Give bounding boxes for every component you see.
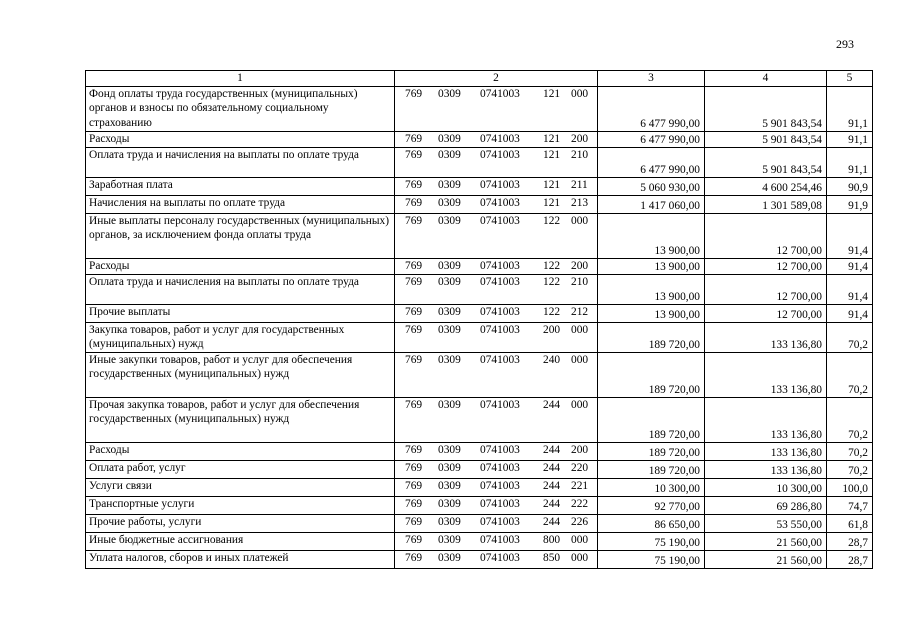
code-part-2: 0309 — [438, 306, 461, 318]
row-codes — [395, 323, 598, 353]
code-part-5: 200 — [571, 444, 589, 456]
actual-value: 12 700,00 — [705, 305, 827, 323]
code-part-1: 769 — [405, 462, 423, 474]
code-part-3: 0741003 — [480, 354, 520, 366]
code-part-3: 0741003 — [480, 399, 520, 411]
planned-value: 6 477 990,00 — [598, 87, 705, 132]
budget-table — [85, 70, 873, 569]
table-row — [86, 398, 873, 443]
actual-value: 133 136,80 — [705, 323, 827, 353]
code-part-2: 0309 — [438, 149, 461, 161]
row-name: Оплата труда и начисления на выплаты по оплате труда — [86, 148, 395, 178]
code-part-5: 212 — [571, 306, 589, 318]
percent-value: 70,2 — [827, 398, 873, 443]
row-name: Оплата труда и начисления на выплаты по оплате труда — [86, 275, 395, 305]
percent-value: 28,7 — [827, 551, 873, 569]
code-part-5: 210 — [571, 276, 589, 288]
actual-value: 12 700,00 — [705, 275, 827, 305]
code-part-2: 0309 — [438, 324, 461, 336]
code-part-4: 121 — [543, 197, 561, 209]
percent-value: 91,1 — [827, 148, 873, 178]
actual-value: 5 901 843,54 — [705, 132, 827, 148]
planned-value: 189 720,00 — [598, 353, 705, 398]
table-row — [86, 353, 873, 398]
actual-value: 1 301 589,08 — [705, 196, 827, 214]
planned-value: 75 190,00 — [598, 551, 705, 569]
row-name: Иные бюджетные ассигнования — [86, 533, 395, 551]
code-part-5: 220 — [571, 462, 589, 474]
row-name: Оплата работ, услуг — [86, 461, 395, 479]
row-codes — [395, 132, 598, 148]
code-part-1: 769 — [405, 399, 423, 411]
code-part-4: 240 — [543, 354, 561, 366]
table-row — [86, 178, 873, 196]
code-part-2: 0309 — [438, 354, 461, 366]
header-col-3: 3 — [598, 71, 705, 87]
percent-value: 91,4 — [827, 259, 873, 275]
percent-value: 91,4 — [827, 275, 873, 305]
code-part-5: 200 — [571, 260, 589, 272]
percent-value: 91,4 — [827, 214, 873, 259]
code-part-5: 000 — [571, 552, 589, 564]
code-part-4: 800 — [543, 534, 561, 546]
percent-value: 91,9 — [827, 196, 873, 214]
percent-value: 28,7 — [827, 533, 873, 551]
table-row — [86, 533, 873, 551]
code-part-1: 769 — [405, 534, 423, 546]
percent-value: 90,9 — [827, 178, 873, 196]
row-name: Закупка товаров, работ и услуг для государственных (муниципальных) нужд — [86, 323, 395, 353]
planned-value: 189 720,00 — [598, 461, 705, 479]
actual-value: 5 901 843,54 — [705, 148, 827, 178]
percent-value: 91,1 — [827, 132, 873, 148]
code-part-3: 0741003 — [480, 480, 520, 492]
code-part-1: 769 — [405, 306, 423, 318]
code-part-1: 769 — [405, 480, 423, 492]
code-part-1: 769 — [405, 498, 423, 510]
code-part-3: 0741003 — [480, 444, 520, 456]
code-part-4: 121 — [543, 179, 561, 191]
planned-value: 189 720,00 — [598, 323, 705, 353]
code-part-5: 213 — [571, 197, 589, 209]
planned-value: 92 770,00 — [598, 497, 705, 515]
planned-value: 10 300,00 — [598, 479, 705, 497]
code-part-3: 0741003 — [480, 534, 520, 546]
code-part-5: 000 — [571, 534, 589, 546]
row-name: Расходы — [86, 259, 395, 275]
code-part-4: 244 — [543, 516, 561, 528]
code-part-3: 0741003 — [480, 306, 520, 318]
code-part-5: 000 — [571, 88, 589, 100]
code-part-1: 769 — [405, 552, 423, 564]
code-part-1: 769 — [405, 324, 423, 336]
header-col-2: 2 — [395, 71, 598, 87]
code-part-4: 244 — [543, 399, 561, 411]
row-codes — [395, 353, 598, 398]
header-col-4: 4 — [705, 71, 827, 87]
code-part-5: 200 — [571, 133, 589, 145]
row-name: Расходы — [86, 443, 395, 461]
row-name: Заработная плата — [86, 178, 395, 196]
percent-value: 100,0 — [827, 479, 873, 497]
actual-value: 21 560,00 — [705, 551, 827, 569]
code-part-4: 200 — [543, 324, 561, 336]
row-codes — [395, 148, 598, 178]
row-name: Иные выплаты персоналу государственных (муниципальных) органов, за исключением фонда оплаты труда — [86, 214, 395, 259]
code-part-5: 000 — [571, 215, 589, 227]
row-name: Прочие выплаты — [86, 305, 395, 323]
code-part-2: 0309 — [438, 133, 461, 145]
code-part-3: 0741003 — [480, 552, 520, 564]
table-row — [86, 515, 873, 533]
planned-value: 189 720,00 — [598, 443, 705, 461]
table-row — [86, 497, 873, 515]
code-part-5: 211 — [571, 179, 588, 191]
percent-value: 70,2 — [827, 353, 873, 398]
code-part-4: 121 — [543, 149, 561, 161]
row-codes — [395, 178, 598, 196]
table-row — [86, 443, 873, 461]
code-part-2: 0309 — [438, 444, 461, 456]
actual-value: 133 136,80 — [705, 461, 827, 479]
percent-value: 91,4 — [827, 305, 873, 323]
code-part-3: 0741003 — [480, 88, 520, 100]
row-name: Начисления на выплаты по оплате труда — [86, 196, 395, 214]
code-part-3: 0741003 — [480, 260, 520, 272]
code-part-4: 850 — [543, 552, 561, 564]
row-name: Уплата налогов, сборов и иных платежей — [86, 551, 395, 569]
code-part-5: 222 — [571, 498, 589, 510]
actual-value: 5 901 843,54 — [705, 87, 827, 132]
code-part-4: 122 — [543, 306, 561, 318]
row-codes — [395, 443, 598, 461]
row-name: Прочие работы, услуги — [86, 515, 395, 533]
planned-value: 13 900,00 — [598, 259, 705, 275]
planned-value: 13 900,00 — [598, 275, 705, 305]
percent-value: 61,8 — [827, 515, 873, 533]
percent-value: 91,1 — [827, 87, 873, 132]
code-part-4: 244 — [543, 444, 561, 456]
code-part-4: 122 — [543, 260, 561, 272]
row-codes — [395, 196, 598, 214]
code-part-1: 769 — [405, 260, 423, 272]
code-part-3: 0741003 — [480, 462, 520, 474]
actual-value: 133 136,80 — [705, 353, 827, 398]
code-part-1: 769 — [405, 516, 423, 528]
actual-value: 12 700,00 — [705, 214, 827, 259]
code-part-1: 769 — [405, 133, 423, 145]
code-part-1: 769 — [405, 149, 423, 161]
code-part-5: 226 — [571, 516, 589, 528]
row-codes — [395, 551, 598, 569]
planned-value: 13 900,00 — [598, 214, 705, 259]
percent-value: 70,2 — [827, 461, 873, 479]
code-part-1: 769 — [405, 276, 423, 288]
code-part-3: 0741003 — [480, 324, 520, 336]
table-row — [86, 479, 873, 497]
code-part-5: 221 — [571, 480, 589, 492]
header-col-1: 1 — [86, 71, 395, 87]
row-codes — [395, 305, 598, 323]
planned-value: 1 417 060,00 — [598, 196, 705, 214]
row-codes — [395, 461, 598, 479]
actual-value: 53 550,00 — [705, 515, 827, 533]
code-part-3: 0741003 — [480, 197, 520, 209]
row-codes — [395, 515, 598, 533]
row-codes — [395, 533, 598, 551]
code-part-5: 000 — [571, 324, 589, 336]
code-part-2: 0309 — [438, 260, 461, 272]
actual-value: 10 300,00 — [705, 479, 827, 497]
actual-value: 12 700,00 — [705, 259, 827, 275]
code-part-3: 0741003 — [480, 133, 520, 145]
row-codes — [395, 497, 598, 515]
code-part-3: 0741003 — [480, 149, 520, 161]
code-part-1: 769 — [405, 88, 423, 100]
table-row — [86, 148, 873, 178]
table-row — [86, 551, 873, 569]
header-col-5: 5 — [827, 71, 873, 87]
code-part-3: 0741003 — [480, 498, 520, 510]
actual-value: 133 136,80 — [705, 398, 827, 443]
code-part-2: 0309 — [438, 399, 461, 411]
page-number: 293 — [836, 37, 854, 51]
code-part-1: 769 — [405, 179, 423, 191]
code-part-5: 000 — [571, 354, 589, 366]
actual-value: 4 600 254,46 — [705, 178, 827, 196]
code-part-2: 0309 — [438, 88, 461, 100]
code-part-5: 000 — [571, 399, 589, 411]
table-row — [86, 214, 873, 259]
code-part-4: 122 — [543, 276, 561, 288]
code-part-2: 0309 — [438, 462, 461, 474]
code-part-1: 769 — [405, 197, 423, 209]
table-row — [86, 196, 873, 214]
code-part-1: 769 — [405, 354, 423, 366]
row-codes — [395, 398, 598, 443]
code-part-2: 0309 — [438, 480, 461, 492]
code-part-2: 0309 — [438, 179, 461, 191]
row-codes — [395, 479, 598, 497]
row-name: Иные закупки товаров, работ и услуг для обеспечения государственных (муниципальных) нужд — [86, 353, 395, 398]
planned-value: 13 900,00 — [598, 305, 705, 323]
table-row — [86, 259, 873, 275]
row-name: Прочая закупка товаров, работ и услуг для обеспечения государственных (муниципальных) нужд — [86, 398, 395, 443]
code-part-4: 121 — [543, 88, 561, 100]
code-part-4: 122 — [543, 215, 561, 227]
code-part-2: 0309 — [438, 516, 461, 528]
actual-value: 133 136,80 — [705, 443, 827, 461]
code-part-4: 244 — [543, 480, 561, 492]
planned-value: 6 477 990,00 — [598, 132, 705, 148]
table-header-row — [86, 71, 873, 87]
row-codes — [395, 275, 598, 305]
planned-value: 5 060 930,00 — [598, 178, 705, 196]
code-part-1: 769 — [405, 215, 423, 227]
code-part-3: 0741003 — [480, 179, 520, 191]
code-part-4: 244 — [543, 498, 561, 510]
row-codes — [395, 214, 598, 259]
code-part-3: 0741003 — [480, 276, 520, 288]
actual-value: 69 286,80 — [705, 497, 827, 515]
code-part-2: 0309 — [438, 215, 461, 227]
code-part-2: 0309 — [438, 534, 461, 546]
row-codes — [395, 259, 598, 275]
percent-value: 70,2 — [827, 443, 873, 461]
percent-value: 70,2 — [827, 323, 873, 353]
planned-value: 75 190,00 — [598, 533, 705, 551]
code-part-4: 244 — [543, 462, 561, 474]
code-part-1: 769 — [405, 444, 423, 456]
row-name: Транспортные услуги — [86, 497, 395, 515]
code-part-2: 0309 — [438, 276, 461, 288]
table-row — [86, 87, 873, 132]
row-name: Фонд оплаты труда государственных (муниципальных) органов и взносы по обязательному социальному страхованию — [86, 87, 395, 132]
code-part-2: 0309 — [438, 197, 461, 209]
actual-value: 21 560,00 — [705, 533, 827, 551]
code-part-5: 210 — [571, 149, 589, 161]
planned-value: 6 477 990,00 — [598, 148, 705, 178]
planned-value: 86 650,00 — [598, 515, 705, 533]
table-row — [86, 461, 873, 479]
code-part-4: 121 — [543, 133, 561, 145]
row-codes — [395, 87, 598, 132]
planned-value: 189 720,00 — [598, 398, 705, 443]
code-part-2: 0309 — [438, 498, 461, 510]
table-row — [86, 305, 873, 323]
table-row — [86, 275, 873, 305]
code-part-2: 0309 — [438, 552, 461, 564]
table-row — [86, 323, 873, 353]
row-name: Услуги связи — [86, 479, 395, 497]
percent-value: 74,7 — [827, 497, 873, 515]
row-name: Расходы — [86, 132, 395, 148]
table-row — [86, 132, 873, 148]
code-part-3: 0741003 — [480, 516, 520, 528]
code-part-3: 0741003 — [480, 215, 520, 227]
